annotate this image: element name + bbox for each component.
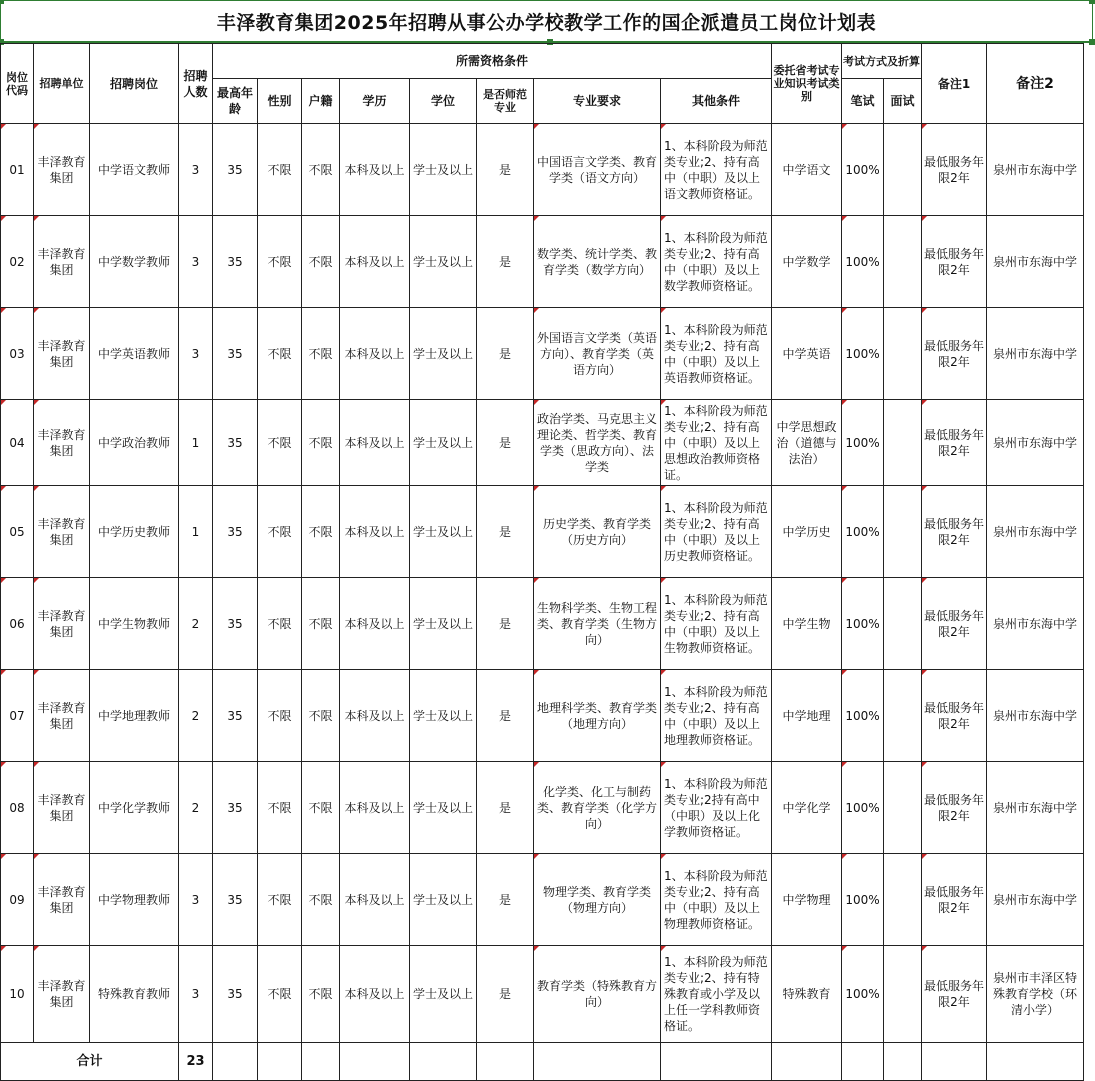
cell-gender: 不限	[258, 578, 302, 670]
cell-interview	[884, 670, 922, 762]
cell-code: 08	[1, 762, 34, 854]
cell-age: 35	[213, 946, 258, 1043]
cell-interview	[884, 216, 922, 308]
cell-interview	[884, 578, 922, 670]
cell-note2: 泉州市东海中学	[987, 486, 1084, 578]
cell-degree: 学士及以上	[410, 308, 477, 400]
cell-written: 100%	[842, 670, 884, 762]
cell-education: 本科及以上	[340, 854, 410, 946]
cell-degree: 学士及以上	[410, 854, 477, 946]
cell-degree: 学士及以上	[410, 124, 477, 216]
cell-count: 3	[179, 216, 213, 308]
total-value: 23	[179, 1043, 213, 1081]
cell-unit: 丰泽教育集团	[34, 400, 90, 486]
table-row	[1, 854, 1084, 946]
cell-note1: 最低服务年限2年	[922, 946, 987, 1043]
cell-count: 2	[179, 670, 213, 762]
cell-education: 本科及以上	[340, 578, 410, 670]
cell-code: 03	[1, 308, 34, 400]
cell-age: 35	[213, 216, 258, 308]
cell-education: 本科及以上	[340, 216, 410, 308]
cell-unit: 丰泽教育集团	[34, 946, 90, 1043]
resize-handle-top-right[interactable]	[1089, 0, 1095, 4]
cell-position: 特殊教育教师	[90, 946, 179, 1043]
cell-exam: 中学英语	[772, 308, 842, 400]
cell-interview	[884, 124, 922, 216]
cell-other: 1、本科阶段为师范类专业;2、持有特殊教育或小学及以上任一学科教师资格证。	[661, 946, 772, 1043]
cell-degree: 学士及以上	[410, 946, 477, 1043]
cell-exam: 中学历史	[772, 486, 842, 578]
cell-count: 1	[179, 486, 213, 578]
cell-hukou: 不限	[302, 216, 340, 308]
total-row	[1, 1043, 1084, 1081]
cell-note2: 泉州市东海中学	[987, 854, 1084, 946]
cell-interview	[884, 400, 922, 486]
cell-gender: 不限	[258, 216, 302, 308]
table-row	[1, 400, 1084, 486]
cell-major: 数学类、统计学类、教育学类（数学方向）	[534, 216, 661, 308]
cell-hukou: 不限	[302, 854, 340, 946]
cell-age: 35	[213, 670, 258, 762]
cell-count: 3	[179, 308, 213, 400]
header-code: 岗位代码	[1, 44, 34, 124]
cell-code: 04	[1, 400, 34, 486]
cell-count: 3	[179, 124, 213, 216]
cell-code: 02	[1, 216, 34, 308]
cell-exam: 中学物理	[772, 854, 842, 946]
cell-unit: 丰泽教育集团	[34, 670, 90, 762]
cell-other: 1、本科阶段为师范类专业;2、持有高中（中职）及以上思想政治教师资格证。	[661, 400, 772, 486]
table-row	[1, 124, 1084, 216]
cell-normal: 是	[477, 946, 534, 1043]
cell-count: 2	[179, 578, 213, 670]
header-hukou: 户籍	[302, 79, 340, 124]
cell-degree: 学士及以上	[410, 216, 477, 308]
cell-position: 中学语文教师	[90, 124, 179, 216]
cell-note2: 泉州市东海中学	[987, 216, 1084, 308]
cell-gender: 不限	[258, 308, 302, 400]
cell-hukou: 不限	[302, 946, 340, 1043]
cell-hukou: 不限	[302, 400, 340, 486]
cell-normal: 是	[477, 216, 534, 308]
table-row	[1, 216, 1084, 308]
cell-unit: 丰泽教育集团	[34, 216, 90, 308]
cell-age: 35	[213, 854, 258, 946]
cell-degree: 学士及以上	[410, 762, 477, 854]
cell-major: 化学类、化工与制药类、教育学类（化学方向）	[534, 762, 661, 854]
cell-education: 本科及以上	[340, 308, 410, 400]
cell-normal: 是	[477, 854, 534, 946]
cell-note2: 泉州市东海中学	[987, 124, 1084, 216]
cell-code: 01	[1, 124, 34, 216]
page-title	[0, 0, 1093, 43]
cell-written: 100%	[842, 486, 884, 578]
cell-note1: 最低服务年限2年	[922, 486, 987, 578]
header-degree: 学位	[410, 79, 477, 124]
cell-note1: 最低服务年限2年	[922, 670, 987, 762]
cell-major: 政治学类、马克思主义理论类、哲学类、教育学类（思政方向）、法学类	[534, 400, 661, 486]
cell-education: 本科及以上	[340, 762, 410, 854]
cell-major: 历史学类、教育学类（历史方向）	[534, 486, 661, 578]
cell-age: 35	[213, 124, 258, 216]
cell-interview	[884, 308, 922, 400]
cell-code: 06	[1, 578, 34, 670]
cell-written: 100%	[842, 124, 884, 216]
cell-count: 1	[179, 400, 213, 486]
cell-code: 05	[1, 486, 34, 578]
cell-interview	[884, 762, 922, 854]
cell-hukou: 不限	[302, 486, 340, 578]
cell-exam: 特殊教育	[772, 946, 842, 1043]
cell-note2: 泉州市东海中学	[987, 578, 1084, 670]
cell-note2: 泉州市东海中学	[987, 670, 1084, 762]
cell-hukou: 不限	[302, 762, 340, 854]
cell-code: 07	[1, 670, 34, 762]
cell-age: 35	[213, 762, 258, 854]
cell-other: 1、本科阶段为师范类专业;2、持有高中（中职）及以上生物教师资格证。	[661, 578, 772, 670]
cell-degree: 学士及以上	[410, 400, 477, 486]
header-position: 招聘岗位	[90, 44, 179, 124]
cell-unit: 丰泽教育集团	[34, 308, 90, 400]
cell-count: 2	[179, 762, 213, 854]
header-age: 最高年龄	[213, 79, 258, 124]
header-written: 笔试	[842, 79, 884, 124]
table-row	[1, 946, 1084, 1043]
total-label: 合计	[1, 1043, 179, 1081]
cell-hukou: 不限	[302, 308, 340, 400]
cell-count: 3	[179, 946, 213, 1043]
cell-note1: 最低服务年限2年	[922, 308, 987, 400]
cell-written: 100%	[842, 216, 884, 308]
cell-position: 中学地理教师	[90, 670, 179, 762]
cell-other: 1、本科阶段为师范类专业;2、持有高中（中职）及以上物理教师资格证。	[661, 854, 772, 946]
cell-normal: 是	[477, 578, 534, 670]
header-other: 其他条件	[661, 79, 772, 124]
cell-written: 100%	[842, 578, 884, 670]
header-normal: 是否师范专业	[477, 79, 534, 124]
cell-written: 100%	[842, 854, 884, 946]
cell-age: 35	[213, 308, 258, 400]
cell-gender: 不限	[258, 762, 302, 854]
cell-gender: 不限	[258, 854, 302, 946]
header-education: 学历	[340, 79, 410, 124]
table-row	[1, 486, 1084, 578]
cell-other: 1、本科阶段为师范类专业;2、持有高中（中职）及以上数学教师资格证。	[661, 216, 772, 308]
cell-education: 本科及以上	[340, 124, 410, 216]
cell-degree: 学士及以上	[410, 486, 477, 578]
cell-note2: 泉州市东海中学	[987, 762, 1084, 854]
cell-normal: 是	[477, 124, 534, 216]
cell-exam: 中学语文	[772, 124, 842, 216]
cell-note1: 最低服务年限2年	[922, 762, 987, 854]
table-row	[1, 670, 1084, 762]
cell-exam: 中学生物	[772, 578, 842, 670]
cell-normal: 是	[477, 762, 534, 854]
cell-position: 中学数学教师	[90, 216, 179, 308]
header-major: 专业要求	[534, 79, 661, 124]
header-exam-method: 考试方式及折算	[842, 44, 922, 79]
cell-age: 35	[213, 486, 258, 578]
cell-major: 地理科学类、教育学类（地理方向）	[534, 670, 661, 762]
header-note1: 备注1	[922, 44, 987, 124]
cell-major: 教育学类（特殊教育方向）	[534, 946, 661, 1043]
cell-degree: 学士及以上	[410, 578, 477, 670]
cell-major: 生物科学类、生物工程类、教育学类（生物方向）	[534, 578, 661, 670]
cell-exam: 中学地理	[772, 670, 842, 762]
cell-position: 中学生物教师	[90, 578, 179, 670]
cell-position: 中学化学教师	[90, 762, 179, 854]
header-unit: 招聘单位	[34, 44, 90, 124]
table-row	[1, 308, 1084, 400]
cell-note1: 最低服务年限2年	[922, 124, 987, 216]
cell-normal: 是	[477, 308, 534, 400]
cell-unit: 丰泽教育集团	[34, 124, 90, 216]
cell-normal: 是	[477, 400, 534, 486]
cell-code: 09	[1, 854, 34, 946]
resize-handle-bottom-right[interactable]	[1089, 39, 1095, 45]
cell-education: 本科及以上	[340, 400, 410, 486]
cell-age: 35	[213, 578, 258, 670]
cell-position: 中学英语教师	[90, 308, 179, 400]
cell-exam: 中学思想政治（道德与法治）	[772, 400, 842, 486]
cell-interview	[884, 946, 922, 1043]
cell-unit: 丰泽教育集团	[34, 854, 90, 946]
cell-note2: 泉州市丰泽区特殊教育学校（环清小学）	[987, 946, 1084, 1043]
cell-gender: 不限	[258, 670, 302, 762]
cell-unit: 丰泽教育集团	[34, 486, 90, 578]
header-count: 招聘人数	[179, 44, 213, 124]
title-text: 丰泽教育集团2025年招聘从事公办学校教学工作的国企派遣员工岗位计划表	[216, 11, 877, 34]
header-gender: 性别	[258, 79, 302, 124]
cell-note1: 最低服务年限2年	[922, 400, 987, 486]
cell-major: 物理学类、教育学类（物理方向）	[534, 854, 661, 946]
cell-other: 1、本科阶段为师范类专业;2、持有高中（中职）及以上英语教师资格证。	[661, 308, 772, 400]
cell-unit: 丰泽教育集团	[34, 578, 90, 670]
cell-other: 1、本科阶段为师范类专业;2、持有高中（中职）及以上语文教师资格证。	[661, 124, 772, 216]
cell-exam: 中学化学	[772, 762, 842, 854]
cell-hukou: 不限	[302, 670, 340, 762]
cell-exam: 中学数学	[772, 216, 842, 308]
cell-education: 本科及以上	[340, 946, 410, 1043]
cell-written: 100%	[842, 308, 884, 400]
cell-age: 35	[213, 400, 258, 486]
cell-major: 外国语言文学类（英语方向）、教育学类（英语方向）	[534, 308, 661, 400]
table-row	[1, 578, 1084, 670]
cell-note1: 最低服务年限2年	[922, 578, 987, 670]
cell-gender: 不限	[258, 124, 302, 216]
recruitment-table	[0, 43, 1084, 1081]
cell-code: 10	[1, 946, 34, 1043]
cell-gender: 不限	[258, 400, 302, 486]
cell-position: 中学历史教师	[90, 486, 179, 578]
cell-note1: 最低服务年限2年	[922, 216, 987, 308]
cell-interview	[884, 486, 922, 578]
cell-note2: 泉州市东海中学	[987, 308, 1084, 400]
cell-education: 本科及以上	[340, 670, 410, 762]
cell-normal: 是	[477, 486, 534, 578]
cell-note1: 最低服务年限2年	[922, 854, 987, 946]
cell-other: 1、本科阶段为师范类专业;2、持有高中（中职）及以上地理教师资格证。	[661, 670, 772, 762]
cell-other: 1、本科阶段为师范类专业;2持有高中（中职）及以上化学教师资格证。	[661, 762, 772, 854]
cell-gender: 不限	[258, 486, 302, 578]
cell-major: 中国语言文学类、教育学类（语文方向）	[534, 124, 661, 216]
header-interview: 面试	[884, 79, 922, 124]
cell-written: 100%	[842, 400, 884, 486]
cell-normal: 是	[477, 670, 534, 762]
cell-hukou: 不限	[302, 578, 340, 670]
header-qualifications: 所需资格条件	[213, 44, 772, 79]
cell-position: 中学政治教师	[90, 400, 179, 486]
cell-degree: 学士及以上	[410, 670, 477, 762]
cell-interview	[884, 854, 922, 946]
header-exam-category: 委托省考试专业知识考试类别	[772, 44, 842, 124]
cell-count: 3	[179, 854, 213, 946]
cell-gender: 不限	[258, 946, 302, 1043]
resize-handle-top-left[interactable]	[0, 0, 4, 4]
cell-written: 100%	[842, 946, 884, 1043]
cell-unit: 丰泽教育集团	[34, 762, 90, 854]
cell-other: 1、本科阶段为师范类专业;2、持有高中（中职）及以上历史教师资格证。	[661, 486, 772, 578]
cell-note2: 泉州市东海中学	[987, 400, 1084, 486]
table-row	[1, 762, 1084, 854]
cell-education: 本科及以上	[340, 486, 410, 578]
cell-hukou: 不限	[302, 124, 340, 216]
cell-written: 100%	[842, 762, 884, 854]
header-note2: 备注2	[987, 44, 1084, 124]
cell-position: 中学物理教师	[90, 854, 179, 946]
